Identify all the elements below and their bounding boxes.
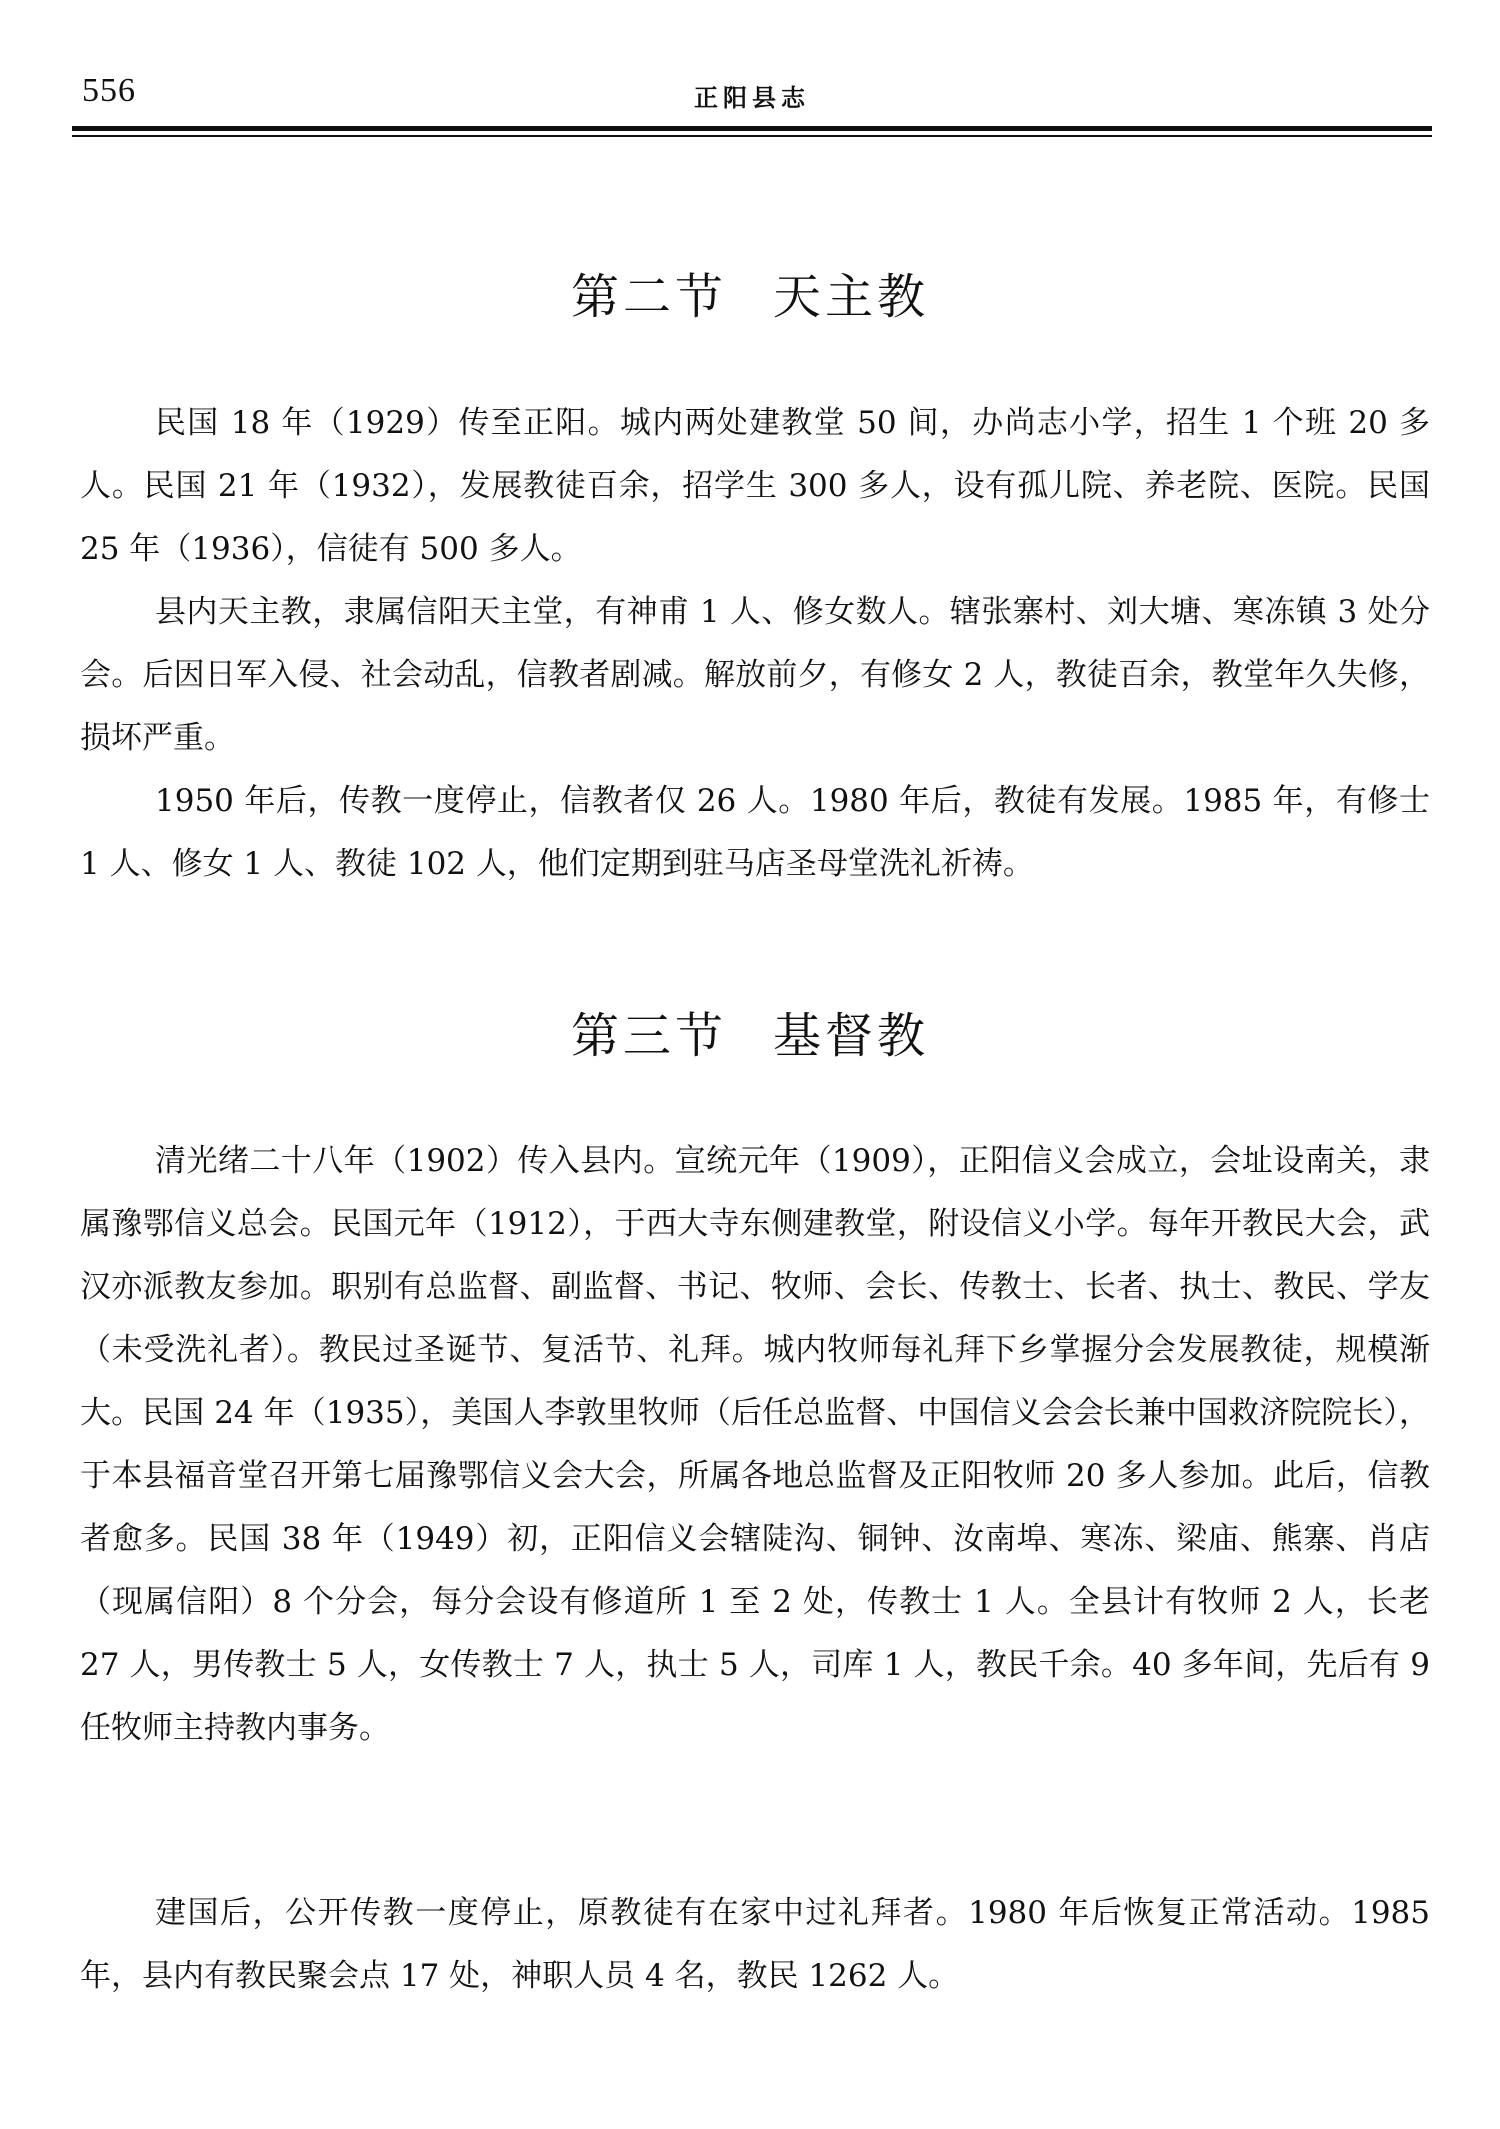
paragraph: 清光绪二十八年（1902）传入县内。宣统元年（1909），正阳信义会成立，会址设南关，隶属豫鄂信义总会。民国元年（1912），于西大寺东侧建教堂，附设信义小学。每年开教民大会，武汉亦派教友参加。职别有总监督、副监督、书记、牧师、会长、传教士、长者、执士、教民、学友（未受洗礼者）。教民过圣诞节、复活节、礼拜。城内牧师每礼拜下乡掌握分会发展教徒，规模渐大。民国 24 年（1935），美国人李敦里牧师（后任总监督、中国信义会会长兼中国救济院院长），于本县福音堂召开第七届豫鄂信义会大会，所属各地总监督及正阳牧师 20 多人参加。此后，信教者愈多。民国 38 年（1949）初，正阳信义会辖陡沟、铜钟、汝南埠、寒冻、梁庙、熊寨、肖店（现属信阳）8 个分会，每分会设有修道所 1 至 2 处，传教士 1 人。全县计有牧师 2 人，长老 27 人，男传教士 5 人，女传教士 7 人，执士 5 人，司库 1 人，教民千余。40 多年间，先后有 9 任牧师主持教内事务。 <box>80 1143 1430 1746</box>
section-heading-catholicism <box>0 258 1500 327</box>
paragraph: 县内天主教，隶属信阳天主堂，有神甫 1 人、修女数人。辖张寨村、刘大塘、寒冻镇 3 处分会。后因日军入侵、社会动乱，信教者剧减。解放前夕，有修女 2 人，教徒百余，教堂年久失修，损坏严重。 <box>80 594 1430 756</box>
page-header <box>72 72 1432 138</box>
section-number: 第三节 <box>570 1008 727 1064</box>
page-number: 556 <box>82 72 136 109</box>
paragraph: 1950 年后，传教一度停止，信教者仅 26 人。1980 年后，教徒有发展。1985 年，有修士 1 人、修女 1 人、教徒 102 人，他们定期到驻马店圣母堂洗礼祈祷。 <box>80 783 1430 882</box>
section-title: 天主教 <box>773 269 930 325</box>
header-rule-thick <box>72 126 1432 131</box>
section-number: 第二节 <box>570 269 727 325</box>
section-title: 基督教 <box>773 1008 930 1064</box>
running-title: 正阳县志 <box>694 84 810 112</box>
section-heading-christianity <box>0 997 1500 1066</box>
paragraph: 建国后，公开传教一度停止，原教徒有在家中过礼拜者。1980 年后恢复正常活动。1985 年，县内有教民聚会点 17 处，神职人员 4 名，教民 1262 人。 <box>80 1895 1430 1994</box>
header-rule-thin <box>72 135 1432 137</box>
paragraph: 民国 18 年（1929）传至正阳。城内两处建教堂 50 间，办尚志小学，招生 1 个班 20 多人。民国 21 年（1932），发展教徒百余，招学生 300 多人，设有孤儿院、养老院、医院。民国 25 年（1936），信徒有 500 多人。 <box>80 405 1430 567</box>
